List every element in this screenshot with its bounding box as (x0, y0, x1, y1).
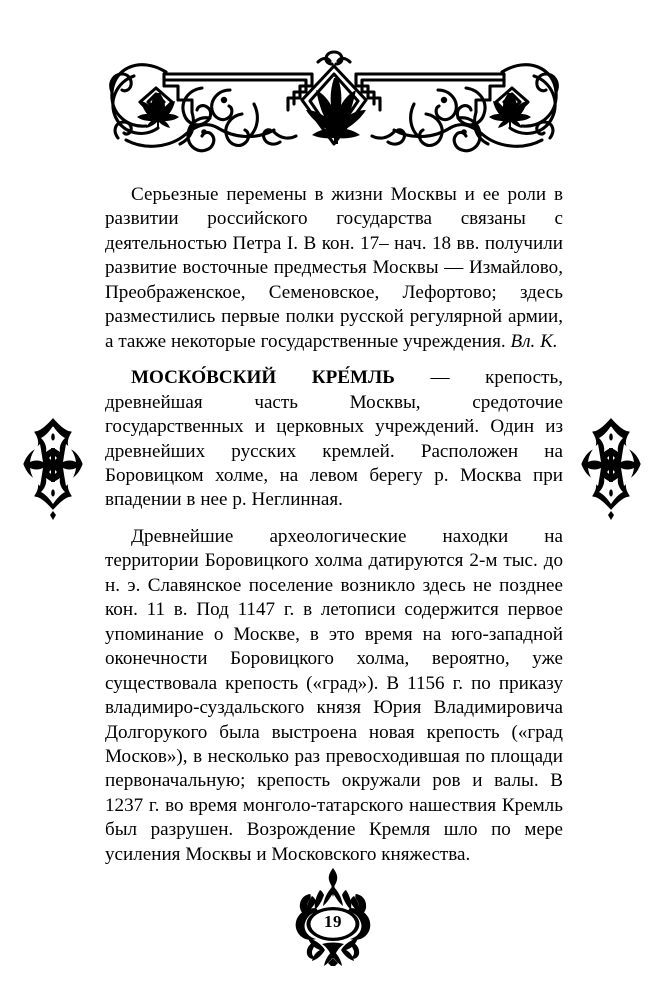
entry-headword: МОСКО́ВСКИЙ КРЕ́МЛЬ (131, 367, 395, 389)
paragraph-text: Древнейшие археологические находки на территории Боровицкого холма датируются 2-м тыс. до н. э. Славянское поселение возникло здесь не позднее кон. 11 в. Под 1147 г. в летописи содержится первое упоминание о Москве, в это время на юго-западной оконечности Боровицкого холма, вероятно, уже существовала крепость («град»). В 1156 г. по приказу владимиро-суздальского князя Юрия Владимировича Долгорукого была выстроена новая крепость («град Москов»), в несколько раз превосходившая по площади первоначальную; крепость окружали ров и валы. В 1237 г. во время монголо-татарского нашествия Кремль был разрушен. Возрождение Кремля шло по мере усиления Москвы и Московского княжества. (105, 525, 563, 865)
paragraph-moscow-peter (105, 183, 563, 354)
side-ornament-right (581, 418, 641, 520)
footer-ornament (292, 868, 374, 966)
paragraph-kremlin-history (105, 525, 563, 867)
paragraph-kremlin-definition (105, 366, 563, 513)
paragraph-text: Серьезные перемены в жизни Москвы и ее роли в развитии российского государства связаны с деятельностью Петра I. В кон. 17– нач. 18 вв. получили развитие восточные предместья Москвы — Измайлово, Преображенское, Семеновское, Лефортово; здесь разместились первые полки русской регулярной армии, а также некоторые государственные учреждения. (105, 184, 563, 352)
header-ornament (104, 48, 564, 156)
author-signature: Вл. К. (510, 330, 558, 352)
side-ornament-left (23, 418, 83, 520)
folio-text: 19 (324, 912, 342, 931)
text-column (105, 183, 563, 867)
paragraph-text: — крепость, древнейшая часть Москвы, средоточие государственных и церковных учреждений. Один из древнейших русских кремлей. Расположен на Боровицком холме, на левом берегу р. Москва при впадении в нее р. Неглинная. (105, 367, 563, 511)
